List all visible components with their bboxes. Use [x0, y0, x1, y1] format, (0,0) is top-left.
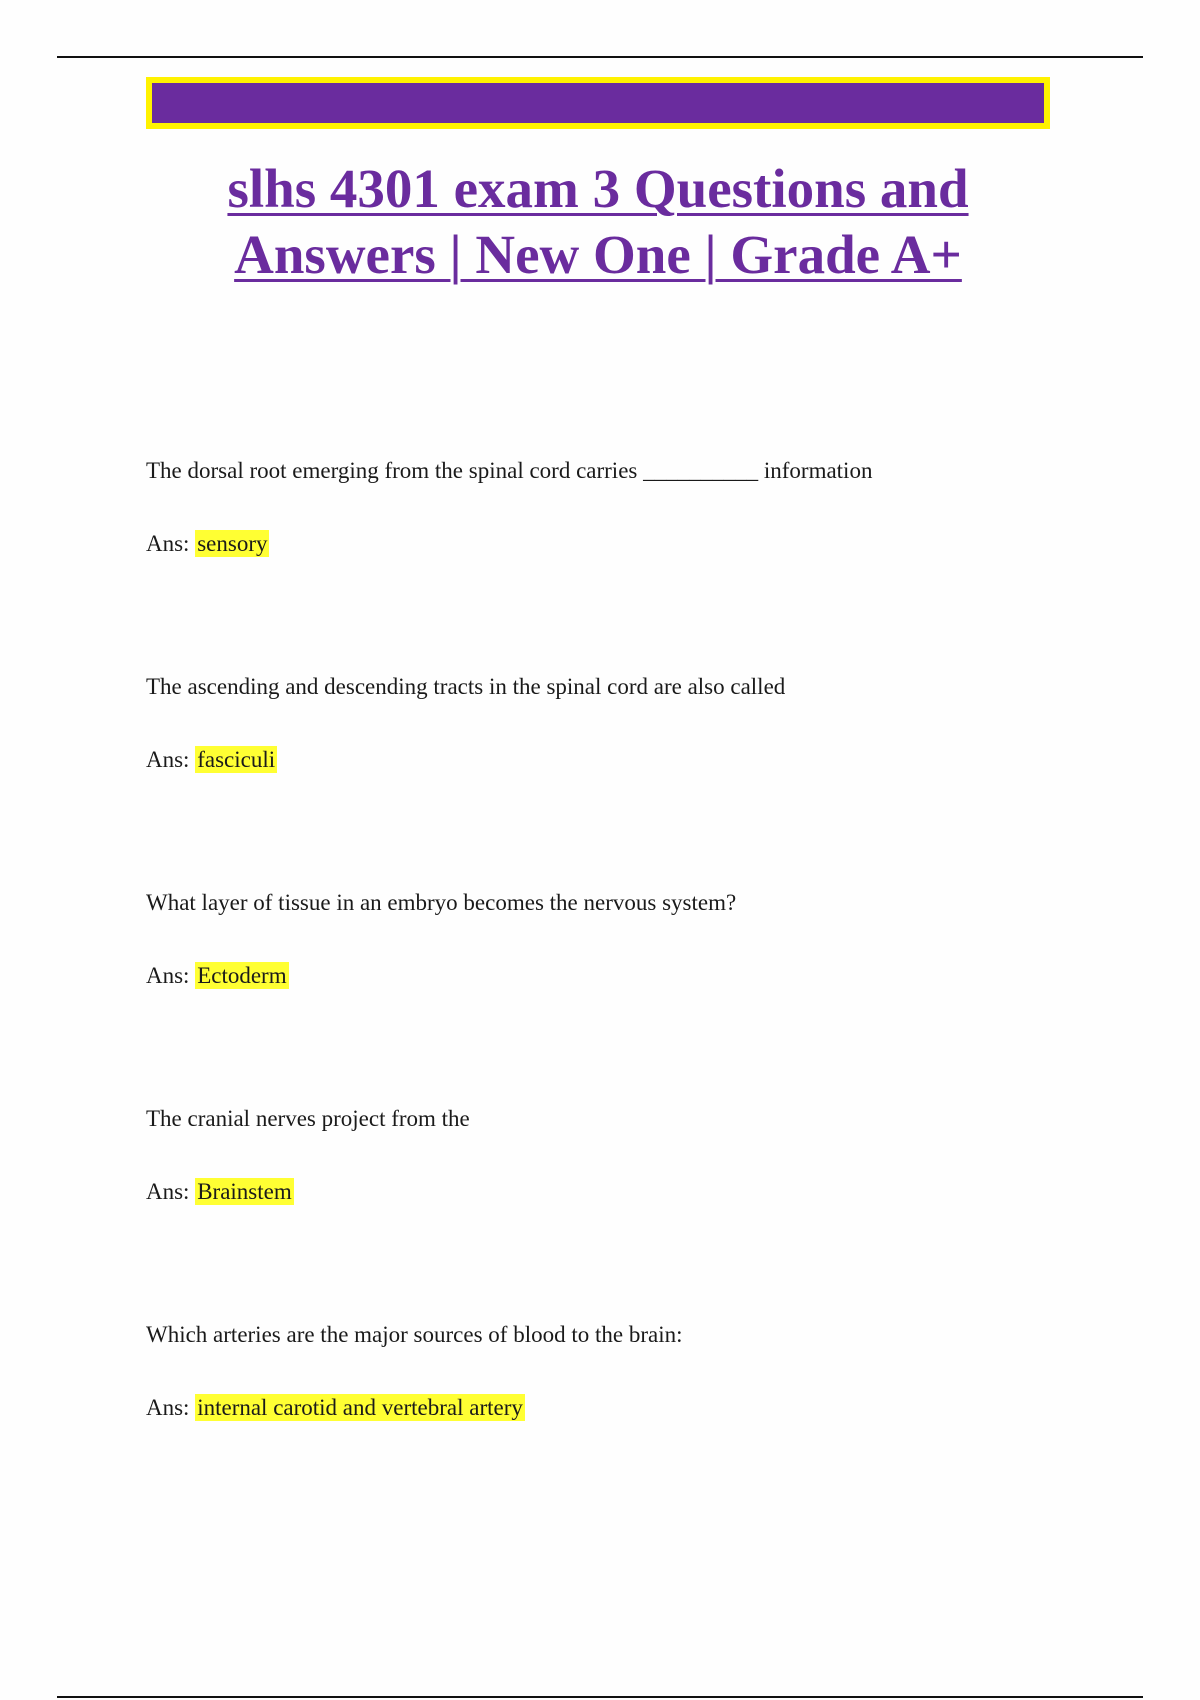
- answer-prefix: Ans:: [146, 747, 196, 772]
- answer-prefix: Ans:: [146, 1179, 196, 1204]
- answer-prefix: Ans:: [146, 1395, 196, 1420]
- question-text: The dorsal root emerging from the spinal cord carries __________ information: [146, 458, 873, 483]
- answer-line: [146, 530, 1106, 558]
- question-text: Which arteries are the major sources of blood to the brain:: [146, 1322, 683, 1347]
- question-text: The ascending and descending tracts in the spinal cord are also called: [146, 674, 786, 699]
- answer-line: [146, 1178, 1106, 1206]
- qa-item: [146, 1321, 1106, 1422]
- answer-highlight: internal carotid and vertebral artery: [197, 1395, 523, 1420]
- answer-line: [146, 746, 1106, 774]
- qa-item: [146, 673, 1106, 774]
- answer-highlight: fasciculi: [197, 747, 276, 772]
- qa-item: [146, 457, 1106, 558]
- answer-highlight: Brainstem: [197, 1179, 292, 1204]
- qa-item: [146, 1105, 1106, 1206]
- answer-highlight: sensory: [197, 531, 268, 556]
- answer-prefix: Ans:: [146, 531, 196, 556]
- top-rule: [57, 56, 1143, 58]
- bottom-rule: [57, 1696, 1143, 1698]
- title-line-1: slhs 4301 exam 3 Questions and: [227, 158, 969, 219]
- page-title: [146, 156, 1050, 288]
- answer-prefix: Ans:: [146, 963, 196, 988]
- title-line-2: Answers | New One | Grade A+: [234, 224, 962, 285]
- question-text: The cranial nerves project from the: [146, 1106, 470, 1131]
- answer-highlight: Ectoderm: [197, 963, 287, 988]
- question-text: What layer of tissue in an embryo becomes the nervous system?: [146, 890, 737, 915]
- header-banner: [146, 77, 1050, 129]
- qa-item: [146, 889, 1106, 990]
- answer-line: [146, 962, 1106, 990]
- answer-line: [146, 1394, 1106, 1422]
